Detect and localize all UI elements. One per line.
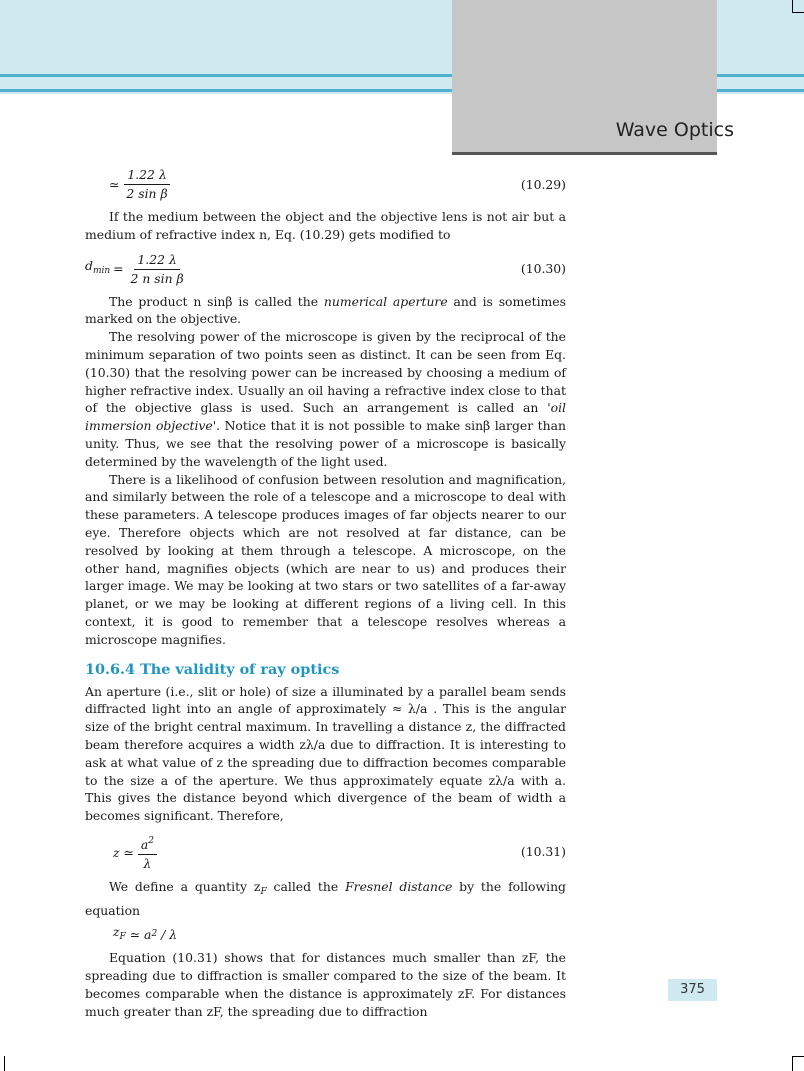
text-run: The product n sinβ is called the [109,293,324,309]
paragraph: If the medium between the object and the objective lens is not air but a medium of refractive index n, Eq. (10.29) gets modified to [85,209,566,242]
fraction [138,833,157,872]
paragraph [85,293,566,329]
subscript: F [260,886,267,897]
numerator-exponent: 2 [148,835,154,846]
crop-mark-bottom-left [4,1056,5,1071]
paragraph: An aperture (i.e., slit or hole) of size a illuminated by a parallel beam sends diffracted light into an angle of approximately ≈ λ/a . This is the angular size of the bright central maximum. In travelling a distance z, the diffracted beam therefore acquires a width zλ/a due to diffraction. It is interesting to ask at what value of z the spreading due to diffraction becomes comparable to the size a of the aperture. We thus approximately equate zλ/a with a. This gives the distance beyond which divergence of the beam of width a becomes significant. Therefore, [85,683,566,824]
crop-mark-bottom-right-h [792,1056,804,1057]
eq-lhs-symbol: z [113,923,120,939]
equation-number: (10.30) [520,261,566,277]
section-heading: 10.6.4 The validity of ray optics [85,660,340,678]
paragraph: There is a likelihood of confusion between resolution and magnification, and similarly between the role of a telescope and a microscope to deal with these parameters. A telescope produces images of far objects nearer to our eye. Therefore objects which are not resolved at far distance, can be resolved by looking at them through a telescope. A microscope, on the other hand, magnifies objects (which are near to us) and produces their larger image. We may be looking at two stars or two satellites of a far-away planet, or we may be looking at different regions of a living cell. In this context, it is good to remember that a telescope resolves whereas a microscope magnifies. [85,471,566,647]
equation-fresnel-distance [85,923,566,947]
eq-lhs-subscript: min [92,266,111,277]
emphasis: Fresnel distance [345,878,453,894]
numerator [138,833,157,855]
numerator: 1.22 λ [134,252,179,270]
eq-rhs: ≃ a [125,926,152,942]
denominator: 2 sin β [126,186,168,201]
equation-number: (10.29) [520,176,566,192]
emphasis: numerical aperture [323,293,448,309]
paragraph [85,328,566,470]
eq-lhs-symbol: d [85,258,93,274]
text-run: The resolving power of the microscope is given by the reciprocal of the minimum separation of two points seen as distinct. It can be seen from Eq. (10.30) that the resolving power can be increased by choosing a medium of higher refractive index. Usually an oil having a refractive index close to that of the objective glass is used. Such an arrangement is called an [85,329,566,416]
emphasis: 'oil immersion objective' [85,400,566,434]
denominator: λ [143,855,152,871]
text-run: called the [266,878,346,894]
page-number: 375 [668,979,717,1001]
eq-lhs [113,923,126,947]
text-run: . Notice that it is not possible to make sinβ larger than unity. Thus, we see that the resolving power of a microscope is basically determined by the wavelength of the light used. [85,418,566,469]
numerator: 1.22 λ [124,167,169,185]
paragraph [85,878,566,920]
denominator: 2 n sin β [130,270,184,286]
eq-approx-sign: ≃ [109,176,120,192]
crop-mark-top-right-h [792,12,804,13]
eq-rhs-exponent: 2 [151,928,158,939]
text-run: and is sometimes marked on the objective. [85,293,566,327]
fraction [123,167,170,202]
equation-10-30 [85,252,566,287]
numerator-base: a [140,836,149,852]
crop-mark-bottom-right [792,1056,793,1071]
eq-lhs: z ≃ [113,844,134,860]
paragraph: Equation (10.31) shows that for distances much smaller than zF, the spreading due to diffraction is smaller compared to the size of the beam. It becomes comparable when the distance is approximately zF. For distances much greater than zF, the spreading due to diffraction [85,950,566,1019]
crop-mark-top-right [792,0,793,12]
fraction [128,252,187,287]
equation-10-29 [85,167,566,202]
eq-rhs-tail: / λ [157,926,178,942]
equation-number: (10.31) [520,844,566,860]
eq-equals: = [113,261,124,277]
page-body [85,165,566,1020]
equation-10-31 [85,833,566,872]
chapter-title: Wave Optics [615,119,734,141]
eq-lhs-subscript: F [119,931,126,942]
text-run: We define a quantity z [109,878,261,894]
text-run: by the following equation [85,878,566,918]
eq-lhs [85,257,110,281]
